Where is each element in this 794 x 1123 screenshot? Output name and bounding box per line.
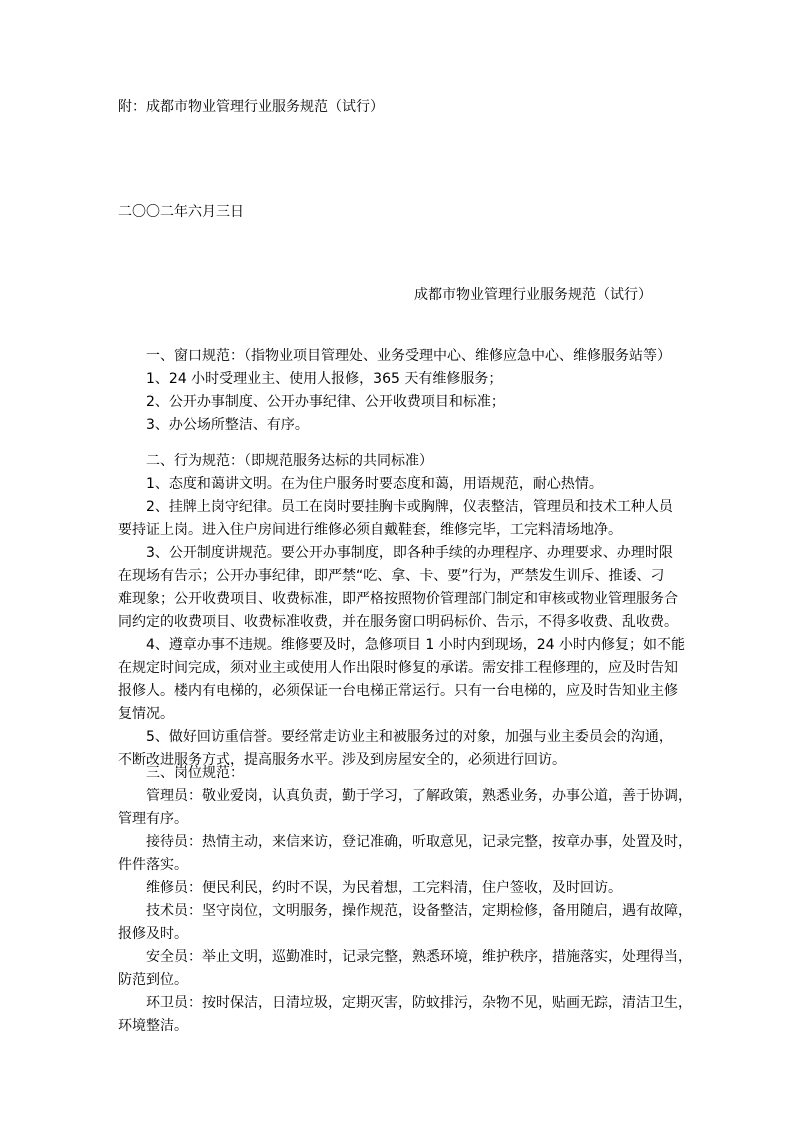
paragraph-line: 3、公开制度讲规范。要公开办事制度，即各种手续的办理程序、办理要求、办理时限 [146, 545, 673, 561]
section-heading: 一、窗口规范：（指物业项目管理处、业务受理中心、维修应急中心、维修服务站等） [146, 348, 671, 364]
paragraph-line: 件件落实。 [118, 857, 188, 873]
paragraph-line: 维修员：便民利民，约时不误，为民着想，工完料清，住户签收，及时回访。 [146, 880, 622, 896]
section-heading: 三、岗位规范： [146, 765, 244, 781]
paragraph-line: 技术员：坚守岗位，文明服务，操作规范，设备整洁，定期检修，备用随启，遇有故障， [146, 903, 692, 919]
document-date: 二〇〇二年六月三日 [118, 204, 244, 220]
paragraph-line: 管理有序。 [118, 811, 188, 827]
paragraph-line: 5、做好回访重信誉。要经常走访业主和被服务过的对象，加强与业主委员会的沟通， [146, 729, 673, 745]
paragraph-line: 管理员：敬业爱岗，认真负责，勤于学习，了解政策，熟悉业务，办事公道，善于协调， [146, 788, 692, 804]
paragraph-line: 安全员：举止文明，巡勤准时，记录完整，熟悉环境，维护秩序，措施落实，处理得当， [146, 949, 692, 965]
document-title: 成都市物业管理行业服务规范（试行） [414, 287, 652, 303]
section-window-standards [118, 345, 700, 437]
paragraph-line: 同约定的收费项目、收费标准收费，并在服务窗口明码标价、告示，不得多收费、乱收费。 [118, 614, 678, 630]
attachment-line: 附：成都市物业管理行业服务规范（试行） [118, 99, 384, 115]
section-behavior-standards [118, 450, 700, 772]
section-heading: 二、行为规范：（即规范服务达标的共同标准） [146, 453, 433, 469]
paragraph-line: 接待员：热情主动，来信来访，登记准确，听取意见，记录完整，按章办事，处置及时， [146, 834, 692, 850]
paragraph-line: 报修人。楼内有电梯的，必须保证一台电梯正常运行。只有一台电梯的，应及时告知业主修 [118, 683, 678, 699]
paragraph-line: 报修及时。 [118, 926, 188, 942]
paragraph-line: 在规定时间完成，须对业主或使用人作出限时修复的承诺。需安排工程修理的，应及时告知 [118, 660, 678, 676]
paragraph-line: 1、态度和蔼讲文明。在为住户服务时要态度和蔼，用语规范，耐心热情。 [146, 476, 603, 492]
paragraph-line: 要持证上岗。进入住户房间进行维修必须自戴鞋套，维修完毕，工完料清场地净。 [118, 522, 622, 538]
section-position-standards [118, 762, 700, 1038]
list-item: 1、24 小时受理业主、使用人报修，365 天有维修服务； [146, 371, 503, 387]
paragraph-line: 环境整洁。 [118, 1018, 188, 1034]
paragraph-line: 不断改进服务方式，提高服务水平。涉及到房屋安全的，必须进行回访。 [118, 752, 566, 768]
paragraph-line: 难现象；公开收费项目、收费标准，即严格按照物价管理部门制定和审核或物业管理服务合 [118, 591, 678, 607]
paragraph-line: 防范到位。 [118, 972, 188, 988]
paragraph-line: 在现场有告示；公开办事纪律，即严禁“吃、拿、卡、要”行为，严禁发生训斥、推诿、刁 [118, 568, 665, 584]
paragraph-line: 4、遵章办事不违规。维修要及时，急修项目 1 小时内到现场，24 小时内修复；如不能 [146, 637, 685, 653]
paragraph-line: 环卫员：按时保洁，日清垃圾，定期灭害，防蚊排污，杂物不见，贴画无踪，清洁卫生， [146, 995, 692, 1011]
list-item: 3、办公场所整洁、有序。 [146, 417, 309, 433]
paragraph-line: 复情况。 [118, 706, 174, 722]
paragraph-line: 2、挂牌上岗守纪律。员工在岗时要挂胸卡或胸牌，仪表整洁，管理员和技术工种人员 [146, 499, 673, 515]
list-item: 2、公开办事制度、公开办事纪律、公开收费项目和标准； [146, 394, 505, 410]
